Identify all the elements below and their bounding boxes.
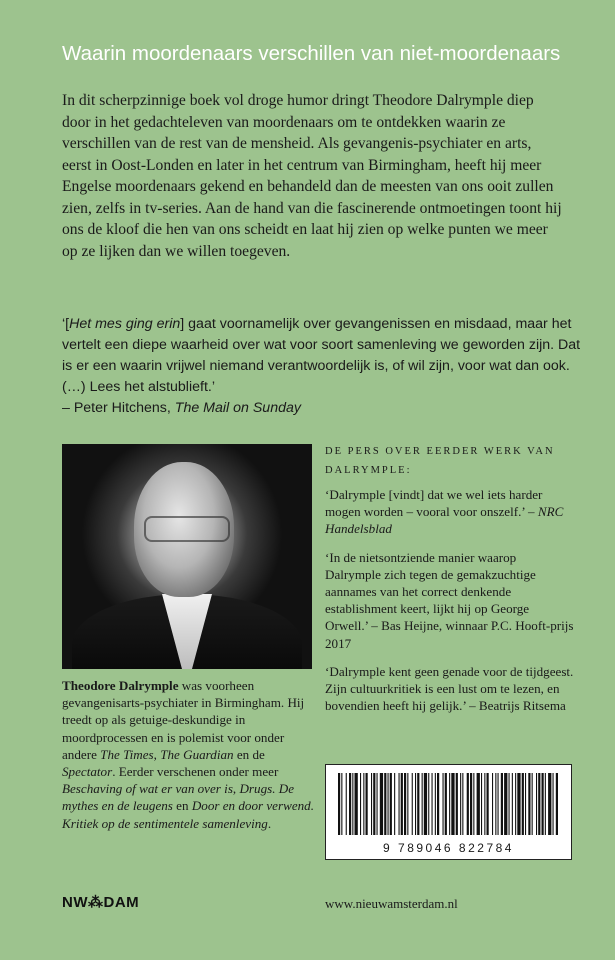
barcode-bar xyxy=(346,773,347,835)
isbn-number: 9 789046 822784 xyxy=(383,841,514,855)
bio-paper-2: The Guardian xyxy=(160,746,234,762)
barcode-bar xyxy=(462,773,463,835)
barcode-bar xyxy=(532,773,533,835)
barcode xyxy=(325,764,572,860)
barcode-bar xyxy=(424,773,427,835)
bio-sep-2: en de xyxy=(233,746,265,762)
barcode-bar xyxy=(373,773,375,835)
press-quote-2 xyxy=(325,549,575,652)
barcode-bar xyxy=(512,773,513,835)
barcode-bar xyxy=(481,773,482,835)
attribution-source: The Mail on Sunday xyxy=(174,400,301,416)
press-quote-1-source: NRC Handelsblad xyxy=(325,504,564,537)
barcode-bar xyxy=(371,773,372,835)
barcode-bar xyxy=(380,773,383,835)
headline: Waarin moordenaars verschillen van niet-moordenaars xyxy=(62,42,561,65)
photo-glasses xyxy=(144,516,230,542)
quote-attribution xyxy=(62,398,582,419)
press-quote-1 xyxy=(325,486,575,538)
barcode-bar xyxy=(501,773,503,835)
quote-book-title: Het mes ging erin xyxy=(69,316,181,332)
barcode-bar xyxy=(360,773,361,835)
bio-book-1: Beschaving of wat er van over is xyxy=(62,781,233,797)
barcode-bar xyxy=(542,773,544,835)
barcode-bar xyxy=(504,773,507,835)
blurb-paragraph: In dit scherpzinnige boek vol droge humor dringt Theodore Dalrymple diep door in het gedachteleven van moordenaars om te ontdekken waarin ze verschillen van de rest van de mensheid. Als gevangenis-psychiater en arts, eerst in Oost-Londen en later in het centrum van Birmingham, heeft hij meer Engelse moordenaars gekend en behandeld dan de meesten van ons ooit zullen zien, zelfs in tv-series. Aan de hand van die fascinerende ontmoetingen toont hij ons de kloof die hen van ons scheidt en laat hij zien op welke punten we meer op ze lijken dan we willen toegeven. xyxy=(62,92,562,260)
barcode-bar xyxy=(366,773,368,835)
barcode-bar xyxy=(536,773,537,835)
author-photo xyxy=(62,444,312,669)
bio-paper-3: Spectator xyxy=(62,764,113,780)
barcode-bar xyxy=(377,773,378,835)
barcode-bar xyxy=(538,773,540,835)
author-bio xyxy=(62,677,317,832)
barcode-bar xyxy=(470,773,472,835)
barcode-bar xyxy=(437,773,439,835)
author-name: Theodore Dalrymple xyxy=(62,678,179,693)
barcode-bar xyxy=(487,773,489,835)
bio-paper-1: The Times xyxy=(100,746,154,762)
barcode-bar xyxy=(399,773,400,835)
barcode-bar xyxy=(435,773,436,835)
quote-text: ] gaat voornamelijk over gevangenissen en misdaad, maar het vertelt een diepe waarheid over wat voor soort samenleving we geworden zijn. Dat is er een waarin vrijwel niemand verantwoordelijk is, of wil zijn, voor wat dan ook. (…) Lees het alstublieft.’ xyxy=(62,316,581,395)
barcode-bar xyxy=(517,773,520,835)
barcode-bar xyxy=(407,773,408,835)
barcode-bar xyxy=(445,773,447,835)
publisher-logo: NW⁂DAM xyxy=(62,894,140,911)
bio-book-3: Door en door verwend. Kritiek op de sentimentele samenleving xyxy=(62,798,315,831)
barcode-bar xyxy=(515,773,516,835)
quote-open: ‘[ xyxy=(62,316,70,332)
barcode-bar xyxy=(492,773,493,835)
barcode-bar xyxy=(495,773,496,835)
barcode-bar xyxy=(432,773,433,835)
barcode-bar xyxy=(548,773,551,835)
bio-sep-4: en xyxy=(172,798,192,814)
attribution-author: – Peter Hitchens, xyxy=(62,400,175,416)
barcode-bar xyxy=(443,773,444,835)
barcode-bar xyxy=(545,773,546,835)
barcode-bars xyxy=(334,773,563,835)
barcode-bar xyxy=(451,773,454,835)
press-quote-3-text: ‘Dalrymple kent geen genade voor de tijdgeest. Zijn cultuurkritiek is een lust om te lezen, en bovendien heeft hij gelijk.’ – Beatrijs Ritsema xyxy=(325,663,574,714)
barcode-bar xyxy=(355,773,358,835)
press-quote-1-text: ‘Dalrymple [vindt] dat we wel iets harder mogen worden – vooral voor onszelf.’ – xyxy=(325,487,543,520)
bio-sep-3: , xyxy=(232,781,240,797)
barcode-bar xyxy=(401,773,403,835)
barcode-bar xyxy=(449,773,450,835)
bio-text-2: . Eerder verschenen onder meer xyxy=(112,764,279,780)
barcode-bar xyxy=(363,773,364,835)
barcode-bar xyxy=(349,773,351,835)
press-header: DE PERS OVER EERDER WERK VAN DALRYMPLE: xyxy=(325,446,555,476)
barcode-bar xyxy=(412,773,413,835)
barcode-bar xyxy=(498,773,499,835)
barcode-bar xyxy=(484,773,485,835)
barcode-bar xyxy=(473,773,474,835)
barcode-bar xyxy=(467,773,469,835)
barcode-bar xyxy=(415,773,416,835)
barcode-bar xyxy=(422,773,423,835)
barcode-bar xyxy=(428,773,429,835)
bio-sep-1: , xyxy=(153,746,161,762)
barcode-bar xyxy=(388,773,389,835)
barcode-bar xyxy=(384,773,386,835)
barcode-bar xyxy=(522,773,524,835)
barcode-bar xyxy=(352,773,353,835)
barcode-bar xyxy=(404,773,406,835)
barcode-bar xyxy=(477,773,480,835)
barcode-bar xyxy=(338,773,340,835)
barcode-bar xyxy=(341,773,342,835)
press-quote-2-text: ‘In de nietsontziende manier waarop Dalrymple zich tegen de gemakzuchtige aannames van het correct denkende establishment keert, lijkt hij op George Orwell.’ – Bas Heijne, winnaar P.C. Hooft-prijs 2017 xyxy=(325,549,574,651)
barcode-bar xyxy=(417,773,419,835)
press-quote-3 xyxy=(325,663,575,715)
bio-book-2: Drugs. De mythes en de leugens xyxy=(62,781,295,814)
press-quotes xyxy=(325,486,575,725)
barcode-bar xyxy=(394,773,395,835)
barcode-bar xyxy=(553,773,554,835)
bio-text: was voorheen gevangenisarts-psychiater in Birmingham. Hij treedt op als getuige-deskundige in moordprocessen en is polemist voor onder andere xyxy=(62,678,305,762)
barcode-bar xyxy=(390,773,392,835)
barcode-bar xyxy=(556,773,558,835)
barcode-bar xyxy=(525,773,526,835)
barcode-bar xyxy=(528,773,530,835)
publisher-url: www.nieuwamsterdam.nl xyxy=(325,896,458,911)
bio-end: . xyxy=(267,815,272,831)
barcode-bar xyxy=(456,773,458,835)
review-quote xyxy=(62,314,582,419)
barcode-bar xyxy=(509,773,510,835)
barcode-bar xyxy=(460,773,461,835)
